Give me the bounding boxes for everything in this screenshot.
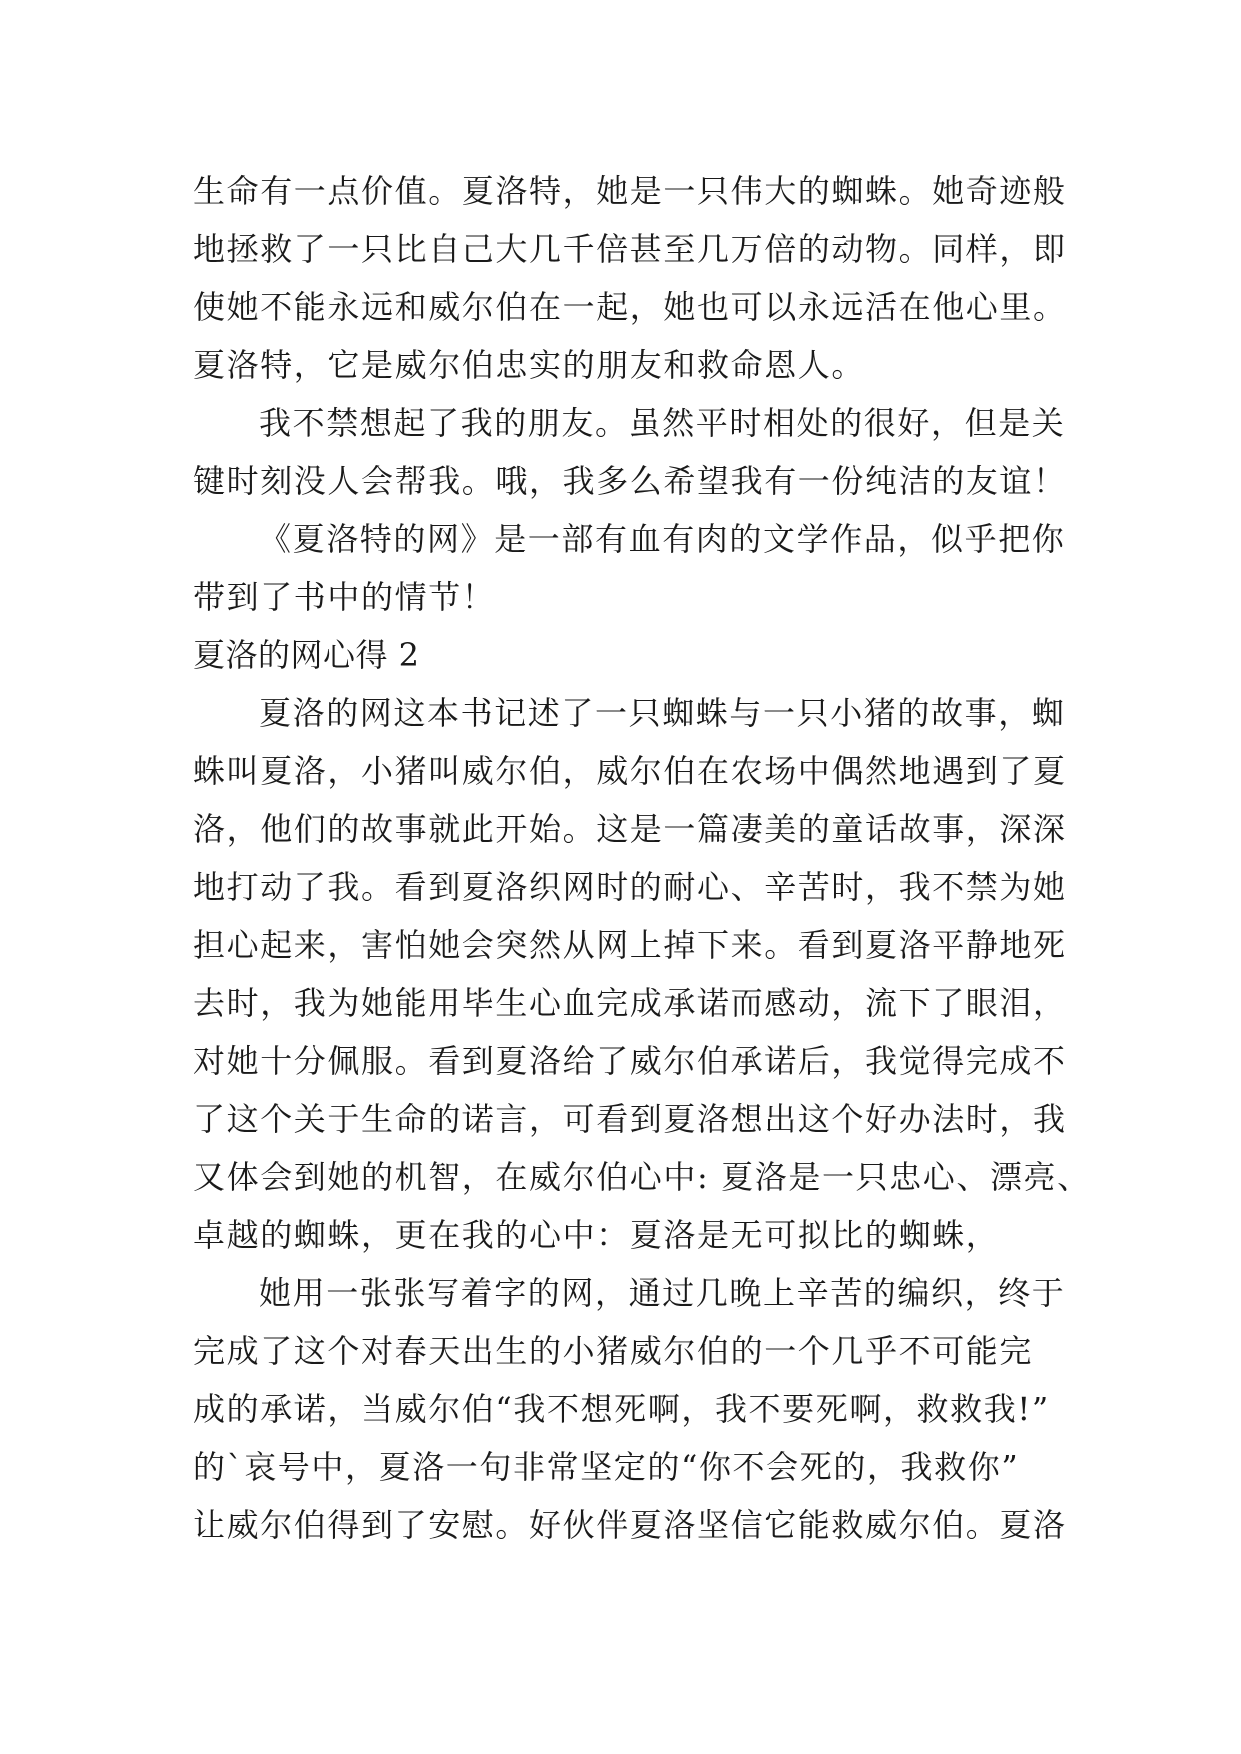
text-line: 成的承诺，当威尔伯“我不想死啊，我不要死啊，救救我!” (193, 1390, 1050, 1428)
text-line: 使她不能永远和威尔伯在一起，她也可以永远活在他心里。 (193, 288, 1067, 326)
text-line: 《夏洛特的网》是一部有血有肉的文学作品，似乎把你 (259, 520, 1066, 558)
paragraph-story-summary (193, 684, 1091, 1264)
text-line: 她用一张张写着字的网，通过几晚上辛苦的编织，终于 (259, 1274, 1066, 1312)
text-line: 带到了书中的情节！ (193, 578, 496, 616)
text-line: 夏洛特，它是威尔伯忠实的朋友和救命恩人。 (193, 346, 866, 384)
text-line: 键时刻没人会帮我。哦，我多么希望我有一份纯洁的友谊！ (193, 462, 1067, 500)
paragraph-my-friends (193, 394, 1067, 510)
text-line: 生命有一点价值。夏洛特，她是一只伟大的蜘蛛。她奇迹般 (193, 172, 1067, 210)
text-line: 了这个关于生命的诺言，可看到夏洛想出这个好办法时，我 (193, 1100, 1067, 1138)
text-line: 完成了这个对春天出生的小猪威尔伯的一个几乎不可能完 (193, 1332, 1034, 1370)
text-line: 又体会到她的机智，在威尔伯心中: 夏洛是一只忠心、漂亮、 (193, 1158, 1091, 1196)
text-line: 对她十分佩服。看到夏洛给了威尔伯承诺后，我觉得完成不 (193, 1042, 1067, 1080)
text-line: 洛，他们的故事就此开始。这是一篇凄美的童话故事，深深 (193, 810, 1067, 848)
text-line: 去时，我为她能用毕生心血完成承诺而感动，流下了眼泪， (193, 984, 1067, 1022)
text-line: 的`哀号中，夏洛一句非常坚定的“你不会死的，我救你” (193, 1448, 1020, 1486)
text-line: 地拯救了一只比自己大几千倍甚至几万倍的动物。同样，即 (193, 230, 1067, 268)
paragraph-charlotte-value (193, 162, 1067, 394)
text-line: 卓越的蜘蛛，更在我的心中：夏洛是无可拟比的蜘蛛， (193, 1216, 1000, 1254)
document-body (193, 162, 1091, 1554)
text-line: 担心起来，害怕她会突然从网上掉下来。看到夏洛平静地死 (193, 926, 1067, 964)
paragraph-literary-work (193, 510, 1066, 626)
paragraph-the-web-promise (193, 1264, 1067, 1554)
text-line: 蛛叫夏洛，小猪叫威尔伯，威尔伯在农场中偶然地遇到了夏 (193, 752, 1067, 790)
text-line: 地打动了我。看到夏洛织网时的耐心、辛苦时，我不禁为她 (193, 868, 1067, 906)
text-line: 夏洛的网这本书记述了一只蜘蛛与一只小猪的故事，蜘 (259, 694, 1066, 732)
text-line: 我不禁想起了我的朋友。虽然平时相处的很好，但是关 (259, 404, 1066, 442)
section-heading (193, 626, 1053, 684)
text-line: 让威尔伯得到了安慰。好伙伴夏洛坚信它能救威尔伯。夏洛 (193, 1506, 1067, 1544)
heading-text: 夏洛的网心得 2 (193, 636, 420, 674)
